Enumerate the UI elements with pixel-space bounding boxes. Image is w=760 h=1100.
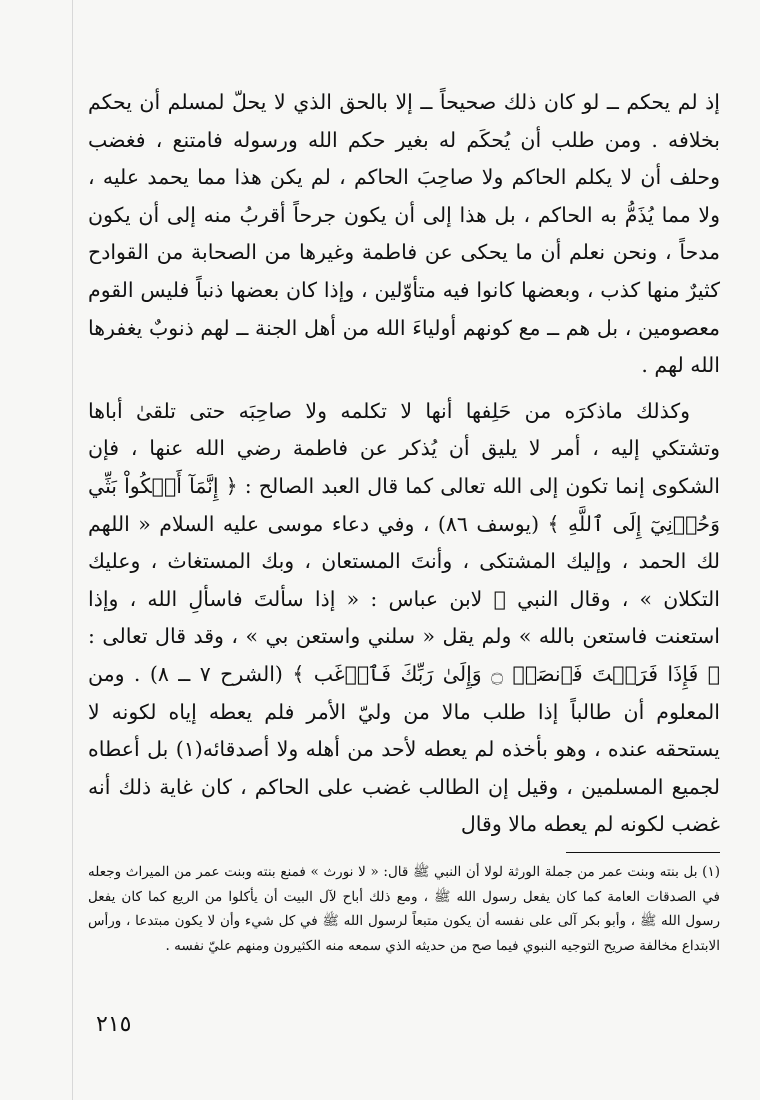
page-edge-line	[72, 0, 73, 1100]
footnote	[88, 860, 720, 958]
footnote-separator	[566, 852, 720, 853]
main-text	[88, 84, 720, 844]
footnote-1: (١) بل بنته وبنت عمر من جملة الورثة لولا أن النبي ﷺ قال: « لا نورث » فمنع بنته وبنت عمر من الميراث وجعله في الصدقات العامة كما كان يفعل رسول الله ﷺ ، ومع ذلك أباح لآل البيت أن يأكلوا من الريع كما كان يفعل رسول الله ﷺ ، وأبو بكر آلى على نفسه أن يكون متبعاً لرسول الله ﷺ في كل شيء وأن لا يكون مبتدعا ، ورأس الابتداع مخالفة صريح التوجيه النبوي فيما صح من حديثه الذي سمعه منه الكثيرون ومنهم عليّ نفسه .	[88, 864, 720, 954]
paragraph-1: إذ لم يحكم ــ لو كان ذلك صحيحاً ــ إلا بالحق الذي لا يحلّ لمسلم أن يحكم بخلافه . ومن طلب أن يُحكَم له بغير حكم الله ورسوله فامتنع ، فغضب وحلف أن لا يكلم الحاكم ولا صاحِبَ الحاكم ، لم يكن هذا مما يحمد عليه ، ولا مما يُذَمُّ به الحاكم ، بل هذا إلى أن يكون جرحاً أقربُ منه إلى أن يكون مدحاً ، ونحن نعلم أن ما يحكى عن فاطمة وغيرها من الصحابة من القوادح كثيرٌ منها كذب ، وبعضها كانوا فيه متأوّلين ، وإذا كان بعضها ذنباً فليس القوم معصومين ، بل هم ــ مع كونهم أولياءَ الله من أهل الجنة ــ لهم ذنوبٌ يغفرها الله لهم .	[88, 90, 720, 378]
paragraph-2: وكذلك ماذكرَه من حَلِفها أنها لا تكلمه ولا صاحِبَه حتى تلقىٰ أباها وتشتكي إليه ، أمر لا يليق أن يُذكر عن فاطمة رضي الله عنها ، فإن الشكوى إنما تكون إلى الله تعالى كما قال العبد الصالح : ﴿ إِنَّمَآ أَشۡكُواْ بَثِّي وَحُزۡنِيٓ إِلَى ٱللَّهِ ﴾ (يوسف ٨٦) ، وفي دعاء موسى عليه السلام « اللهم لك الحمد ، وإليك المشتكى ، وأنتَ المستعان ، وبك المستغاث ، وعليك التكلان » ، وقال النبي ﷺ لابن عباس : « إذا سألتَ فاسألِ الله ، وإذا استعنت فاستعن بالله » ولم يقل « سلني واستعن بي » ، وقد قال تعالى : ﴿ فَإِذَا فَرَغۡتَ فَٱنصَبۡ ۝ وَإِلَىٰ رَبِّكَ فَٱرۡغَب ﴾ (الشرح ٧ ــ ٨) . ومن المعلوم أن طالباً إذا طلب مالا من وليّ الأمر فلم يعطه إياه لكونه لا يستحقه عنده ، وهو بأخذه لم يعطه لأحد من أهله ولا أصدقائه(١) بل أعطاه لجميع المسلمين ، وقيل إن الطالب غضب على الحاكم ، كان غاية ذلك أنه غضب لكونه لم يعطه مالا وقال	[88, 398, 720, 837]
page-number: ٢١٥	[96, 1012, 132, 1037]
